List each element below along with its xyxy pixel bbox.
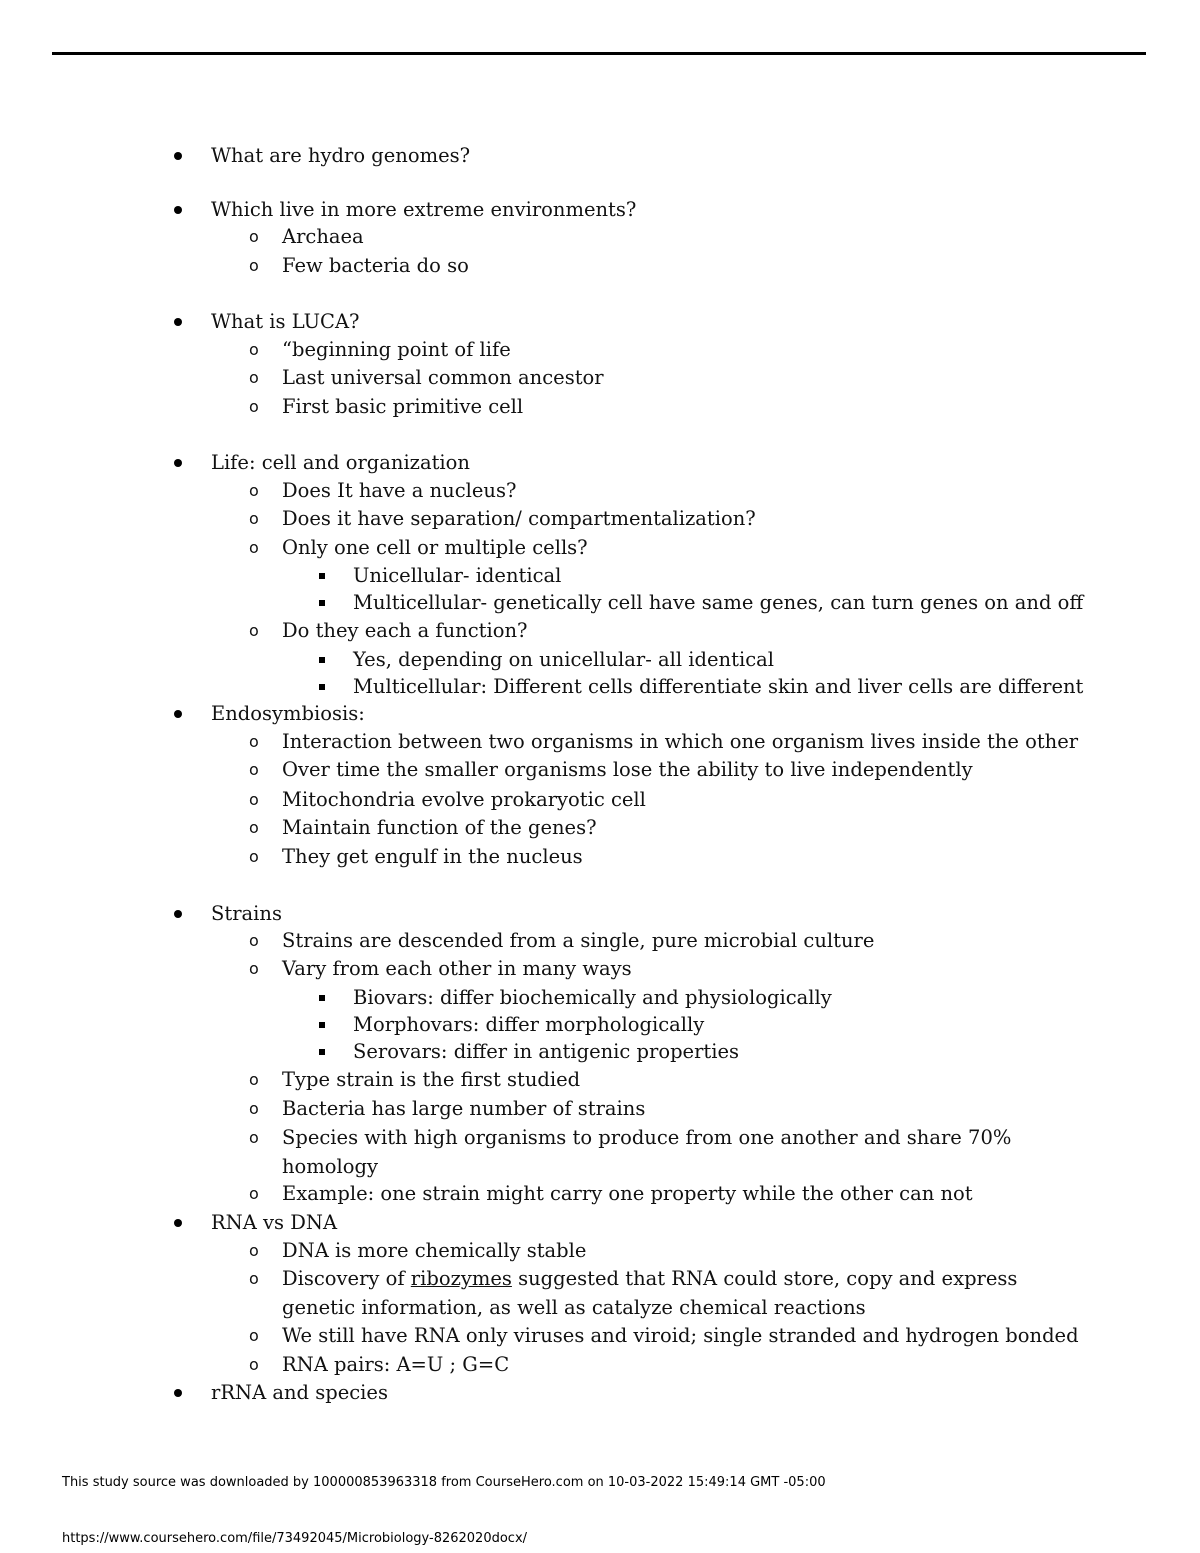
bullet-dot-icon [174, 1219, 182, 1227]
item-text: Does it have separation/ compartmentalization? [282, 507, 756, 530]
item-text: They get engulf in the nucleus [282, 845, 583, 868]
bullet-dot-icon [174, 459, 182, 467]
circle-bullet-icon: o [249, 732, 259, 751]
square-bullet-icon [319, 684, 325, 690]
item-text: homology [282, 1155, 379, 1178]
square-bullet-icon [319, 657, 325, 663]
item-text: What is LUCA? [211, 310, 360, 333]
square-bullet-icon [319, 1049, 325, 1055]
circle-bullet-icon: o [249, 538, 259, 557]
item-text: Interaction between two organisms in which one organism lives inside the other [282, 730, 1079, 753]
circle-bullet-icon: o [249, 1269, 259, 1288]
circle-bullet-icon: o [249, 340, 259, 359]
circle-bullet-icon: o [249, 847, 259, 866]
circle-bullet-icon: o [249, 1184, 259, 1203]
circle-bullet-icon: o [249, 959, 259, 978]
item-text: Few bacteria do so [282, 254, 469, 277]
square-bullet-icon [319, 573, 325, 579]
circle-bullet-icon: o [249, 931, 259, 950]
circle-bullet-icon: o [249, 760, 259, 779]
circle-bullet-icon: o [249, 368, 259, 387]
item-text-part: suggested that RNA could store, copy and express [511, 1267, 1018, 1290]
circle-bullet-icon: o [249, 621, 259, 640]
underlined-term: ribozymes [410, 1267, 512, 1290]
item-text: Strains [211, 902, 282, 925]
item-text: RNA vs DNA [211, 1211, 338, 1234]
item-text: Mitochondria evolve prokaryotic cell [282, 788, 646, 811]
item-text: Which live in more extreme environments? [211, 198, 637, 221]
circle-bullet-icon: o [249, 1326, 259, 1345]
circle-bullet-icon: o [249, 790, 259, 809]
item-text: Morphovars: differ morphologically [353, 1013, 705, 1036]
item-text: RNA pairs: A=U ; G=C [282, 1353, 510, 1376]
item-text: Archaea [282, 225, 364, 248]
item-text: What are hydro genomes? [211, 144, 471, 167]
download-notice: This study source was downloaded by 100000853963318 from CourseHero.com on 10-03-2022 15:49:14 GMT -05:00 [62, 1475, 826, 1490]
circle-bullet-icon: o [249, 509, 259, 528]
item-text: Last universal common ancestor [282, 366, 604, 389]
item-text: Serovars: differ in antigenic properties [353, 1040, 740, 1063]
item-text: Species with high organisms to produce from one another and share 70% [282, 1126, 1012, 1149]
circle-bullet-icon: o [249, 818, 259, 837]
header-rule [52, 52, 1146, 55]
circle-bullet-icon: o [249, 227, 259, 246]
source-url[interactable]: https://www.coursehero.com/file/73492045/Microbiology-8262020docx/ [62, 1531, 528, 1546]
item-text: Unicellular- identical [353, 564, 562, 587]
circle-bullet-icon: o [249, 256, 259, 275]
item-text: Strains are descended from a single, pure microbial culture [282, 929, 875, 952]
circle-bullet-icon: o [249, 1070, 259, 1089]
item-text: DNA is more chemically stable [282, 1239, 587, 1262]
item-text: “beginning point of life [282, 338, 511, 361]
item-text: Multicellular- genetically cell have same genes, can turn genes on and off [353, 591, 1084, 614]
item-text: rRNA and species [211, 1381, 388, 1404]
square-bullet-icon [319, 995, 325, 1001]
item-text [282, 1269, 1017, 1289]
item-text: Bacteria has large number of strains [282, 1097, 646, 1120]
bullet-dot-icon [174, 318, 182, 326]
circle-bullet-icon: o [249, 1099, 259, 1118]
item-text: Do they each a function? [282, 619, 528, 642]
item-text: First basic primitive cell [282, 395, 524, 418]
item-text: Yes, depending on unicellular- all identical [353, 648, 774, 671]
circle-bullet-icon: o [249, 1241, 259, 1260]
bullet-dot-icon [174, 152, 182, 160]
item-text: Maintain function of the genes? [282, 816, 597, 839]
item-text: Does It have a nucleus? [282, 479, 517, 502]
circle-bullet-icon: o [249, 1355, 259, 1374]
item-text: We still have RNA only viruses and viroid; single stranded and hydrogen bonded [282, 1324, 1079, 1347]
bullet-dot-icon [174, 1389, 182, 1397]
item-text: Endosymbiosis: [211, 702, 365, 725]
item-text-part: Discovery of [282, 1267, 411, 1290]
item-text: Multicellular: Different cells differentiate skin and liver cells are different [353, 675, 1084, 698]
item-text: genetic information, as well as catalyze chemical reactions [282, 1296, 866, 1319]
item-text: Over time the smaller organisms lose the ability to live independently [282, 758, 973, 781]
bullet-dot-icon [174, 910, 182, 918]
circle-bullet-icon: o [249, 397, 259, 416]
item-text: Vary from each other in many ways [282, 957, 632, 980]
circle-bullet-icon: o [249, 1128, 259, 1147]
square-bullet-icon [319, 1022, 325, 1028]
item-text: Example: one strain might carry one property while the other can not [282, 1182, 973, 1205]
bullet-dot-icon [174, 710, 182, 718]
item-text: Only one cell or multiple cells? [282, 536, 588, 559]
item-text: Type strain is the first studied [282, 1068, 581, 1091]
item-text: Life: cell and organization [211, 451, 470, 474]
item-text: Biovars: differ biochemically and physiologically [353, 986, 832, 1009]
square-bullet-icon [319, 600, 325, 606]
circle-bullet-icon: o [249, 481, 259, 500]
bullet-dot-icon [174, 206, 182, 214]
